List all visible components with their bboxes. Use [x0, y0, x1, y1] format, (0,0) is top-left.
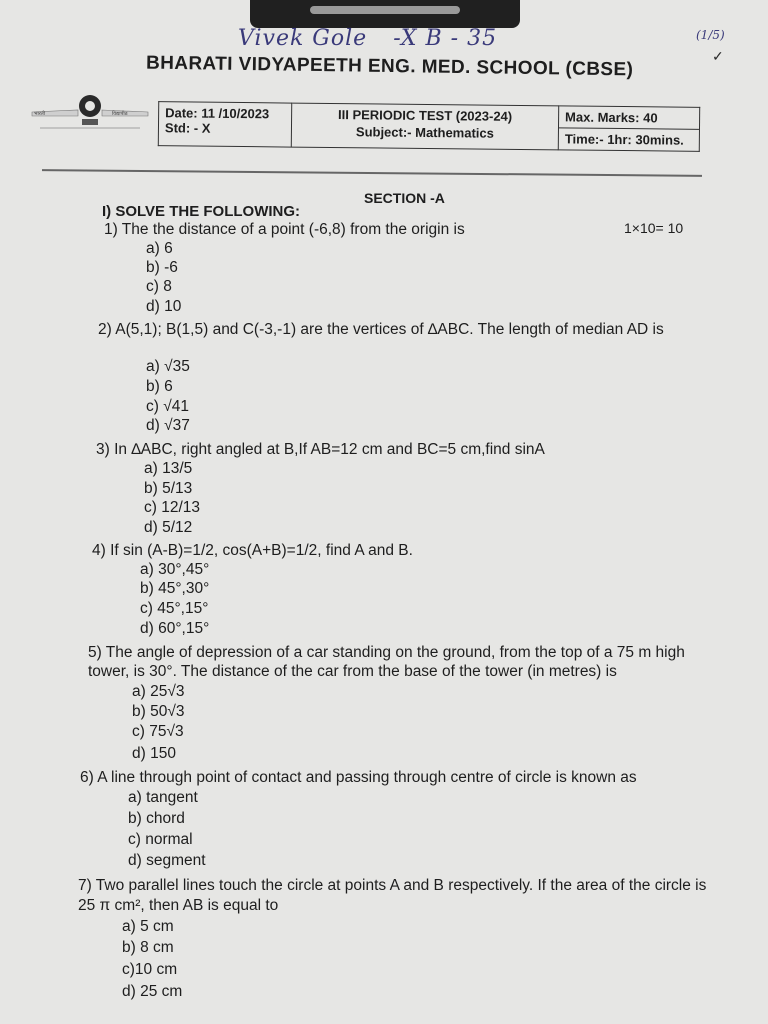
question-text: 7) Two parallel lines touch the circle at points A and B respectively. If the area of the circle is 25 π cm², then AB is equal to — [78, 877, 707, 914]
std-field: Std: - X — [164, 120, 211, 136]
option: d) 25 cm — [122, 983, 183, 1000]
option: d) 5/12 — [144, 519, 193, 536]
test-name: III PERIODIC TEST (2023-24) — [337, 107, 513, 124]
option: b) 50√3 — [132, 703, 185, 720]
option: c) 8 — [146, 278, 172, 295]
section-marks: 1×10= 10 — [624, 220, 684, 236]
section-instruction: I) SOLVE THE FOLLOWING: — [102, 203, 301, 220]
option: b) -6 — [146, 259, 178, 276]
question-text: 4) If sin (A-B)=1/2, cos(A+B)=1/2, find A and B. — [92, 542, 413, 559]
school-logo — [30, 86, 150, 142]
option: d) 60°,15° — [140, 620, 210, 637]
option: c)10 cm — [122, 961, 178, 978]
question-text: 1) The the distance of a point (-6,8) from the origin is — [104, 221, 465, 238]
time-field: Time:- 1hr: 30mins. — [564, 131, 684, 148]
question-text: 6) A line through point of contact and passing through centre of circle is known as — [80, 769, 637, 786]
option: b) 5/13 — [144, 480, 193, 497]
question-text: 2) A(5,1); B(1,5) and C(-3,-1) are the vertices of ∆ABC. The length of median AD is — [98, 321, 664, 338]
paper-clip — [250, 0, 520, 28]
svg-text:भारती: भारती — [34, 111, 46, 117]
exam-header-table — [158, 101, 700, 152]
option: c) 75√3 — [132, 723, 184, 740]
option: d) 10 — [146, 298, 182, 315]
option: b) 8 cm — [122, 939, 174, 956]
option: b) 6 — [146, 378, 173, 395]
subject-field: Subject:- Mathematics — [355, 124, 494, 141]
student-name: Vivek Gole — [238, 26, 368, 51]
class-roll: -X B - 35 — [393, 26, 498, 51]
header-separator — [42, 169, 702, 177]
question-text: 5) The angle of depression of a car standing on the ground, from the top of a 75 m high tower, is 30°. The distance of the car from the base of the tower (in metres) is — [88, 644, 685, 680]
option: b) 45°,30° — [140, 580, 210, 597]
option: a) tangent — [128, 789, 198, 806]
option: a) 6 — [146, 240, 173, 257]
max-marks-field: Max. Marks: 40 — [559, 106, 699, 129]
option: a) √35 — [146, 358, 190, 375]
question-text: 3) In ∆ABC, right angled at B,If AB=12 cm and BC=5 cm,find sinA — [96, 441, 545, 458]
option: d) √37 — [146, 417, 190, 434]
section-title: SECTION -A — [364, 190, 445, 206]
option: b) chord — [128, 810, 185, 827]
option: a) 25√3 — [132, 683, 185, 700]
handwritten-name — [238, 26, 497, 51]
option: c) normal — [128, 831, 193, 848]
check-icon: ✓ — [712, 48, 724, 64]
option: c) 12/13 — [144, 499, 201, 516]
date-field: Date: 11 /10/2023 — [165, 105, 270, 122]
option: c) 45°,15° — [140, 600, 209, 617]
option: a) 13/5 — [144, 460, 193, 477]
option: d) 150 — [132, 745, 176, 762]
score-mark: (1/5) — [696, 28, 725, 42]
option: a) 30°,45° — [140, 561, 210, 578]
option: d) segment — [128, 852, 206, 869]
option: a) 5 cm — [122, 918, 174, 935]
option: c) √41 — [146, 398, 189, 415]
paper-clip-bar — [310, 6, 460, 14]
svg-text:विद्यापीठ: विद्यापीठ — [112, 111, 128, 117]
school-name: BHARATI VIDYAPEETH ENG. MED. SCHOOL (CBSE) — [145, 52, 634, 81]
